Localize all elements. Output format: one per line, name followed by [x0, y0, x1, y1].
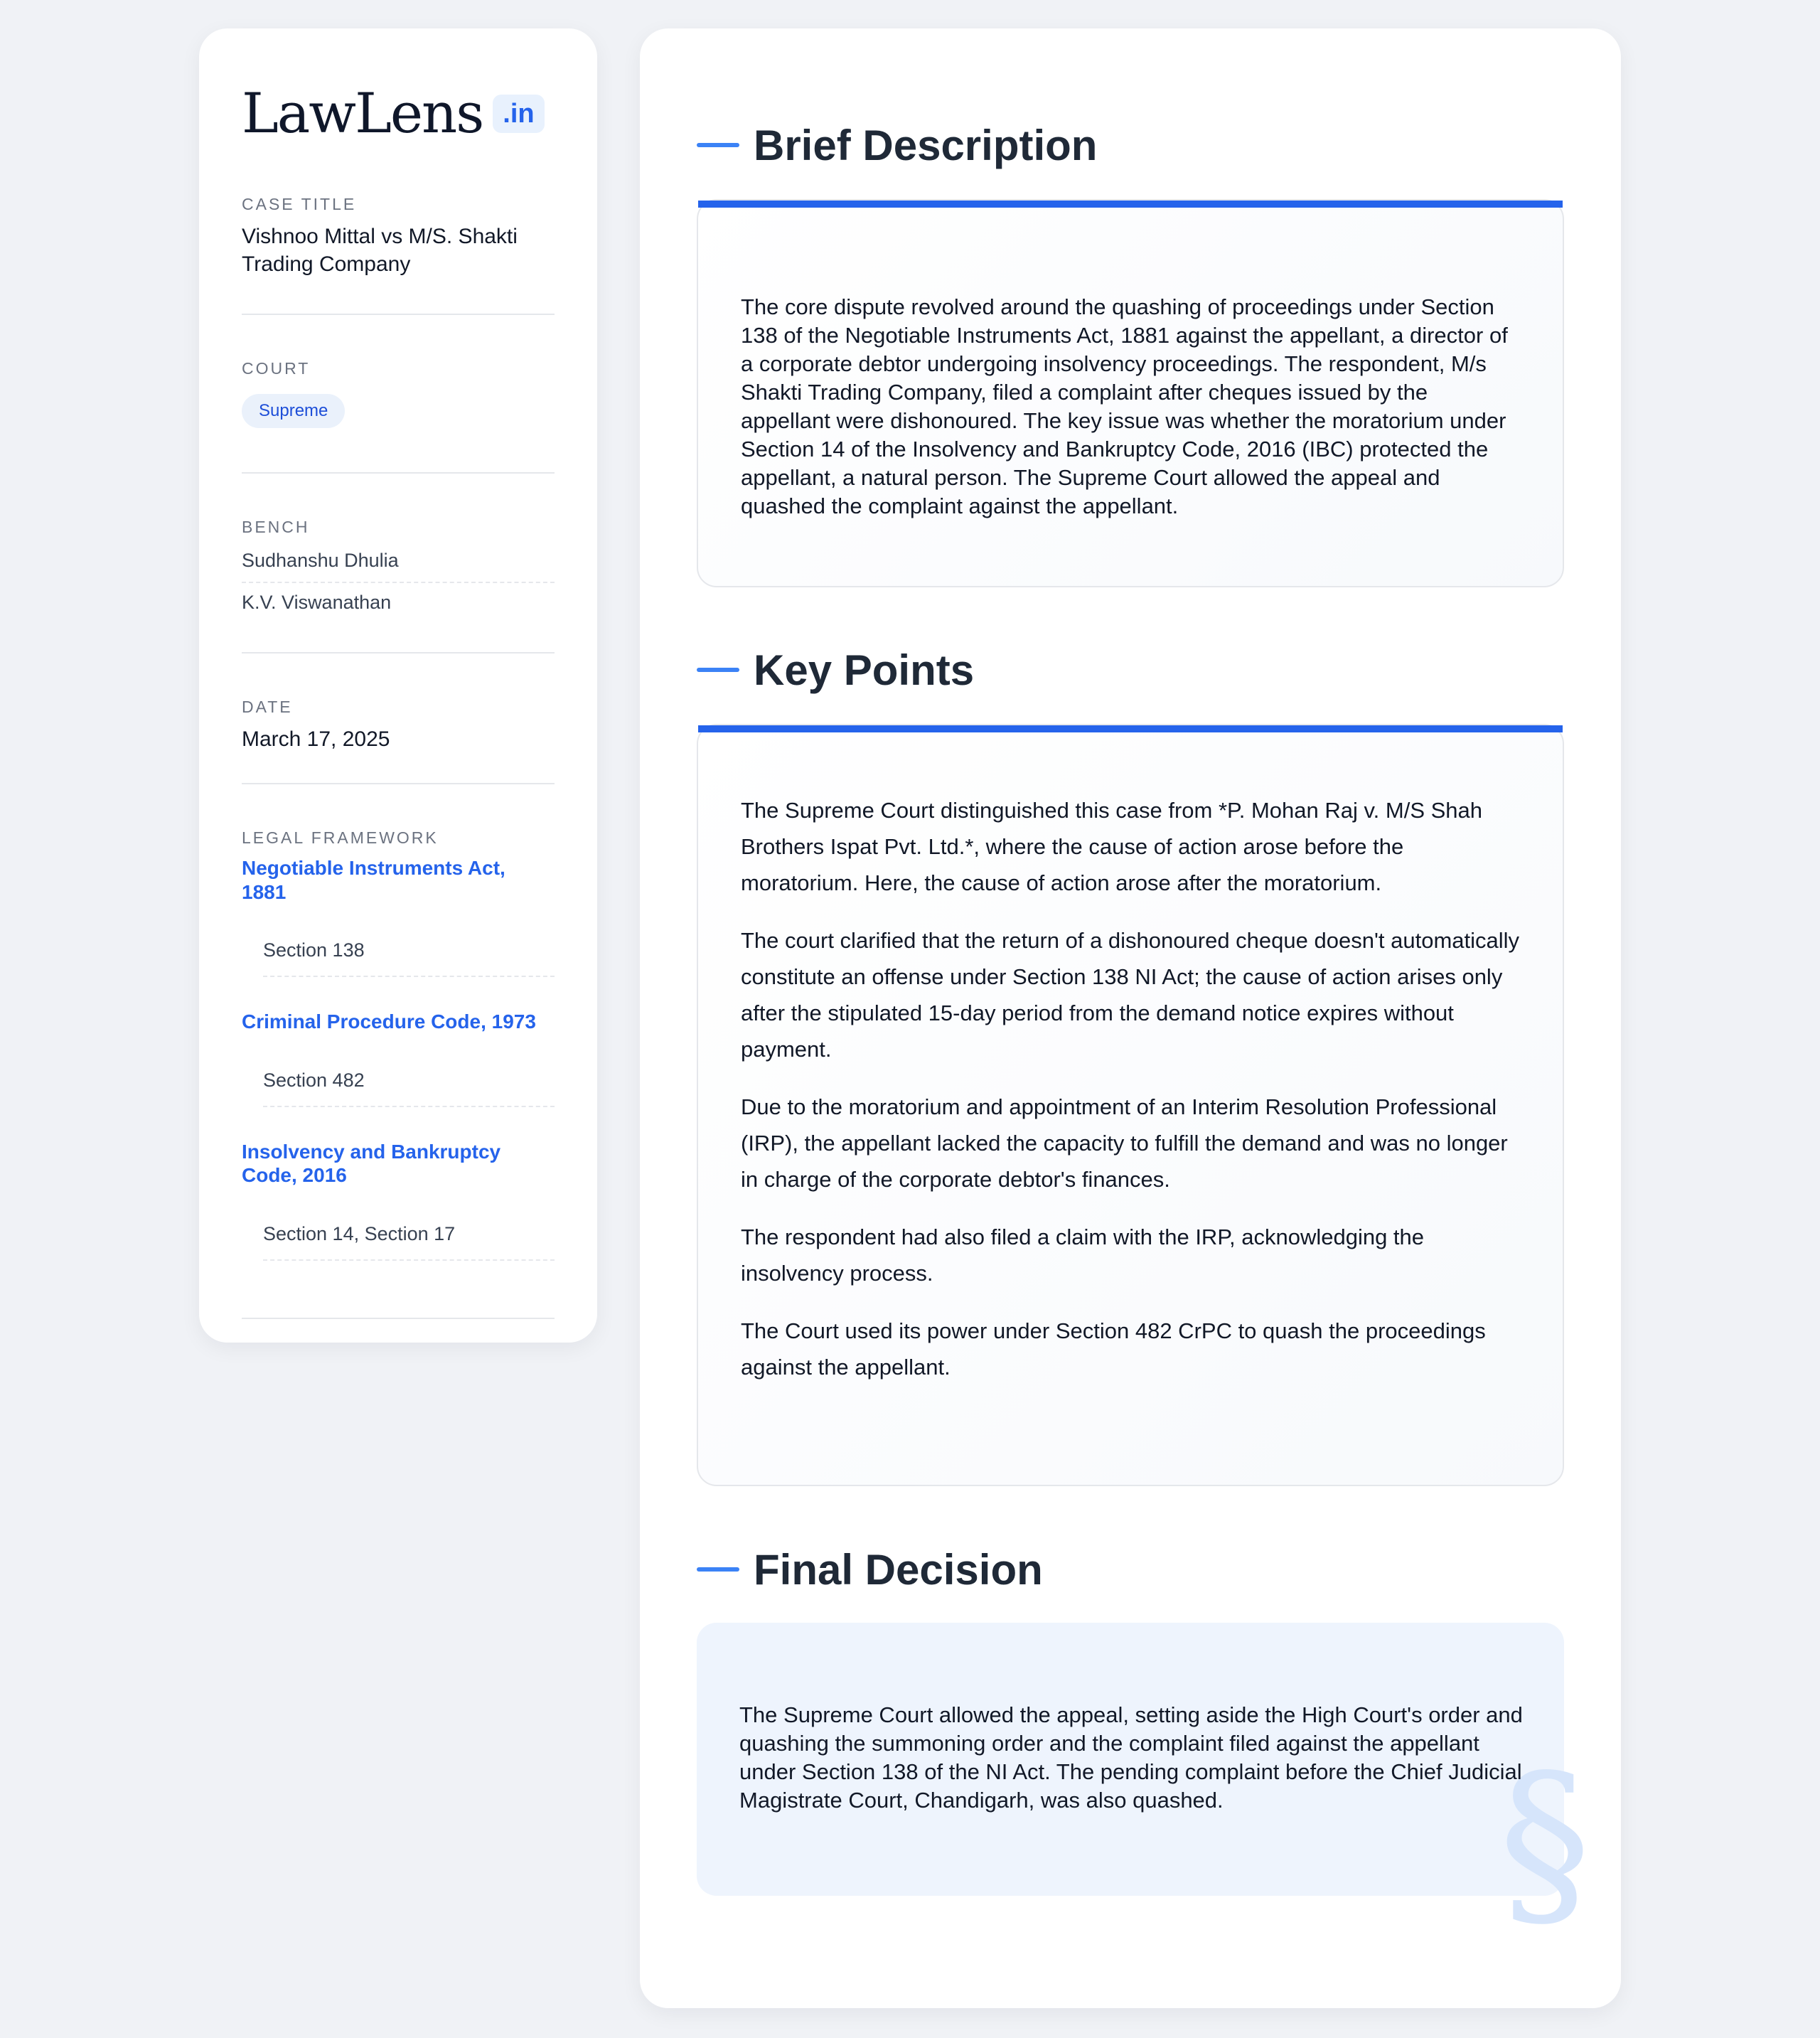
key-point: Due to the moratorium and appointment of an Interim Resolution Professional (IRP), the appellant lacked the capacity to fulfill the demand and was no longer in charge of the corporate debtor's finances.	[741, 1094, 1508, 1192]
case-title-block	[242, 195, 555, 278]
section-title: Key Points	[754, 646, 975, 694]
section-title: Brief Description	[754, 121, 1098, 169]
key-point: The Supreme Court distinguished this case from *P. Mohan Raj v. M/S Shah Brothers Ispat Pvt. Ltd.*, where the cause of action arose before the moratorium. Here, the cause of action arose after the moratorium.	[741, 798, 1483, 895]
date-block	[242, 698, 555, 753]
brief-description-heading	[697, 117, 1097, 174]
final-decision-heading	[697, 1541, 1043, 1598]
brief-description-text: The core dispute revolved around the quashing of proceedings under Section 138 of the Negotiable Instruments Act, 1881 against the appellant, a director of a corporate debtor undergoing insolvency proceedings. The respondent, M/s Shakti Trading Company, filed a complaint after cheques issued by the appellant were dishonoured. The key issue was whether the moratorium under Section 14 of the Insolvency and Bankruptcy Code, 2016 (IBC) protected the appellant, a natural person. The Supreme Court allowed the appeal and quashed the complaint against the appellant.	[741, 294, 1508, 518]
act-link[interactable]: Criminal Procedure Code, 1973	[242, 1010, 536, 1033]
bench-label: BENCH	[242, 518, 310, 536]
key-points-card	[697, 724, 1564, 1486]
case-content	[640, 28, 1621, 2008]
card-accent-bar	[698, 725, 1563, 732]
brand-name: LawLens	[242, 82, 483, 146]
key-point: The respondent had also filed a claim with the IRP, acknowledging the insolvency process.	[741, 1225, 1425, 1286]
case-title: Vishnoo Mittal vs M/S. Shakti Trading Company	[242, 225, 518, 276]
court-label: COURT	[242, 359, 311, 378]
section-sign-watermark-icon: §	[1499, 1736, 1591, 1951]
heading-accent	[697, 668, 739, 672]
section-title: Final Decision	[754, 1545, 1043, 1594]
bench-block	[242, 518, 555, 624]
heading-accent	[697, 1567, 739, 1572]
judgment-date: March 17, 2025	[242, 727, 390, 751]
key-points-heading	[697, 641, 974, 698]
divider	[242, 314, 555, 315]
final-decision-text: The Supreme Court allowed the appeal, setting aside the High Court's order and quashing the summoning order and the complaint filed against the appellant under Section 138 of the NI Act. The pending complaint before the Chief Judicial Magistrate Court, Chandigarh, was also quashed.	[739, 1702, 1523, 1813]
final-decision-card	[697, 1623, 1591, 1951]
act-sections: Section 482	[263, 1057, 555, 1107]
divider	[242, 472, 555, 474]
legal-framework-label: LEGAL FRAMEWORK	[242, 828, 439, 847]
key-point: The court clarified that the return of a dishonoured cheque doesn't automatically constitute an offense under Section 138 NI Act; the cause of action arises only after the stipulated 15-day period from the demand notice expires without payment.	[741, 928, 1520, 1062]
act-sections: Section 138	[263, 927, 555, 977]
court-badge: Supreme	[242, 394, 345, 428]
case-title-label: CASE TITLE	[242, 195, 357, 213]
divider	[242, 652, 555, 653]
divider	[242, 783, 555, 784]
legal-framework-block	[242, 828, 555, 1261]
divider	[242, 1318, 555, 1319]
brand-logo[interactable]	[242, 78, 555, 149]
card-accent-bar	[698, 201, 1563, 208]
act-link[interactable]: Negotiable Instruments Act, 1881	[242, 857, 505, 903]
date-label: DATE	[242, 698, 293, 716]
key-point: The Court used its power under Section 482 CrPC to quash the proceedings against the appellant.	[741, 1318, 1486, 1380]
brief-description-card	[697, 199, 1564, 587]
act-sections: Section 14, Section 17	[263, 1210, 555, 1261]
bench-judge: Sudhanshu Dhulia	[242, 545, 555, 583]
heading-accent	[697, 143, 739, 147]
bench-judge: K.V. Viswanathan	[242, 592, 392, 613]
court-block	[242, 359, 555, 428]
case-sidebar	[199, 28, 597, 1343]
act-link[interactable]: Insolvency and Bankruptcy Code, 2016	[242, 1140, 501, 1187]
brand-tld: .in	[493, 95, 544, 133]
